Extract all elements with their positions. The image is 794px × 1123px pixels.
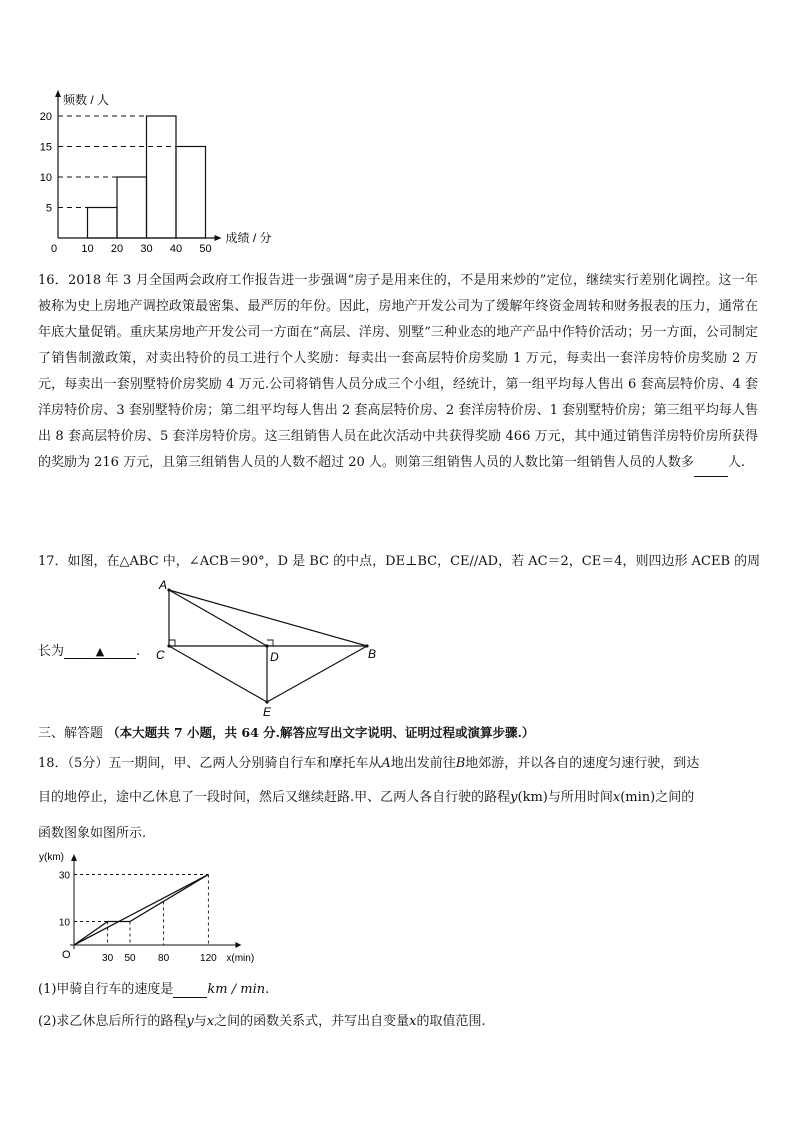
origin-label: O xyxy=(62,949,71,961)
x-axis-arrow-icon xyxy=(215,235,222,241)
section-3-note: （本大题共 7 小题，共 64 分.解答应写出文字说明、证明过程或演算步骤.） xyxy=(107,725,535,740)
x-tick-label: 80 xyxy=(158,953,170,964)
question-18-line-1: 18．（5分）五一期间，甲、乙两人分别骑自行车和摩托车从A地出发前往B地郊游，并以各自的速度匀速行驶，到达 xyxy=(38,756,700,771)
answer-blank-16 xyxy=(694,450,728,477)
question-17: 17．如图，在△ABC 中，∠ACB＝90°，D 是 BC 的中点，DE⊥BC，CE//AD，若 AC＝2，CE＝4，则四边形 ACEB 的周 xyxy=(38,554,761,569)
distance-time-graph xyxy=(36,846,255,976)
x-tick-label: 50 xyxy=(124,953,136,964)
series-line-1 xyxy=(74,875,208,946)
question-18-sub-2: (2)求乙休息后所行的路程y与x之间的函数关系式，并写出自变量x的取值范围. xyxy=(38,1014,486,1029)
segment-AB xyxy=(169,590,367,646)
y-tick-label: 10 xyxy=(39,172,52,184)
y-axis-label: 频数 / 人 xyxy=(63,93,110,107)
x-tick-label: 40 xyxy=(169,243,183,255)
histogram-bar xyxy=(147,116,177,238)
x-tick-label: 20 xyxy=(110,243,124,255)
x-tick-label: 30 xyxy=(102,953,114,964)
histogram-chart xyxy=(30,88,280,260)
triangle-figure xyxy=(150,578,390,718)
y-tick-label: 20 xyxy=(39,111,52,123)
section-3-title: 三、解答题 xyxy=(38,726,104,741)
point-label-A: A xyxy=(159,578,168,592)
y-tick-label: 30 xyxy=(58,870,70,882)
question-17-cont xyxy=(38,640,140,659)
y-axis-label: y(km) xyxy=(39,852,64,863)
origin-label: 0 xyxy=(50,243,58,255)
question-18-line-2: 目的地停止，途中乙休息了一段时间，然后又继续赶路.甲、乙两人各自行驶的路程y(km)与所用时间x(min)之间的 xyxy=(38,790,695,805)
question-18-line-3: 函数图象如图所示. xyxy=(38,826,147,841)
y-tick-label: 15 xyxy=(39,141,52,154)
question-16 xyxy=(38,268,758,477)
x-axis-arrow-icon xyxy=(235,942,241,948)
histogram-bar xyxy=(117,177,147,238)
question-18-sub-1: (1)甲骑自行车的速度是 km / min. xyxy=(38,982,270,997)
segment-CE xyxy=(169,646,267,702)
point-label-D: D xyxy=(270,650,279,664)
question-16-tail: 人. xyxy=(727,455,746,470)
segment-AD xyxy=(169,590,267,646)
question-17-cont-label: 长为 xyxy=(38,644,65,659)
y-tick-label: 5 xyxy=(45,202,52,215)
histogram-bar xyxy=(176,147,206,239)
x-tick-label: 30 xyxy=(140,243,153,255)
point-label-E: E xyxy=(263,705,272,719)
answer-blank-18-1 xyxy=(173,982,207,998)
triangle-marker-icon: ▲ xyxy=(95,645,105,658)
y-axis-arrow-icon xyxy=(71,854,77,861)
y-tick-label: 10 xyxy=(58,917,70,929)
point-label-B: B xyxy=(368,647,377,661)
x-axis-label: x(min) xyxy=(226,953,255,964)
segment-EB xyxy=(267,646,367,702)
answer-blank-17 xyxy=(64,645,136,659)
x-tick-label: 10 xyxy=(81,243,94,255)
y-axis-arrow-icon xyxy=(55,90,61,97)
section-3-heading xyxy=(38,722,534,741)
x-tick-label: 120 xyxy=(200,953,217,964)
x-tick-label: 50 xyxy=(199,243,212,255)
x-axis-label: 成绩 / 分 xyxy=(225,231,272,245)
point-label-C: C xyxy=(156,648,165,662)
histogram-bar xyxy=(88,208,118,239)
question-17-end: . xyxy=(136,644,141,659)
question-16-text: 16．2018 年 3 月全国两会政府工作报告进一步强调“房子是用来住的，不是用来炒的”定位，继续实行差别化调控。这一年被称为史上房地产调控政策最密集、最严厉的年份。因此，房地产开发公司为了缓解年终资金周转和财务报表的压力，通常在年底大量促销。重庆某房地产开发公司一方面在“高层、洋房、别墅”三种业态的地产产品中作特价活动；另一方面，公司制定了销售制激政策，对卖出特价的员工进行个人奖励：每卖出一套高层特价房奖励 1 万元，每卖出一套洋房特价房奖励 2 万元，每卖出一套别墅特价房奖励 4 万元.公司将销售人员分成三个小组，经统计，第一组平均每人售出 6 套高层特价房、4 套洋房特价房、3 套别墅特价房；第二组平均每人售出 2 套高层特价房、2 套洋房特价房、1 套别墅特价房；第三组平均每人售出 8 套高层特价房、5 套洋房特价房。这三组销售人员在此次活动中共获得奖励 466 万元，其中通过销售洋房特价房所获得的奖励为 216 万元，且第三组销售人员的人数不超过 20 人。则第三组销售人员的人数比第一组销售人员的人数多 xyxy=(38,273,758,470)
